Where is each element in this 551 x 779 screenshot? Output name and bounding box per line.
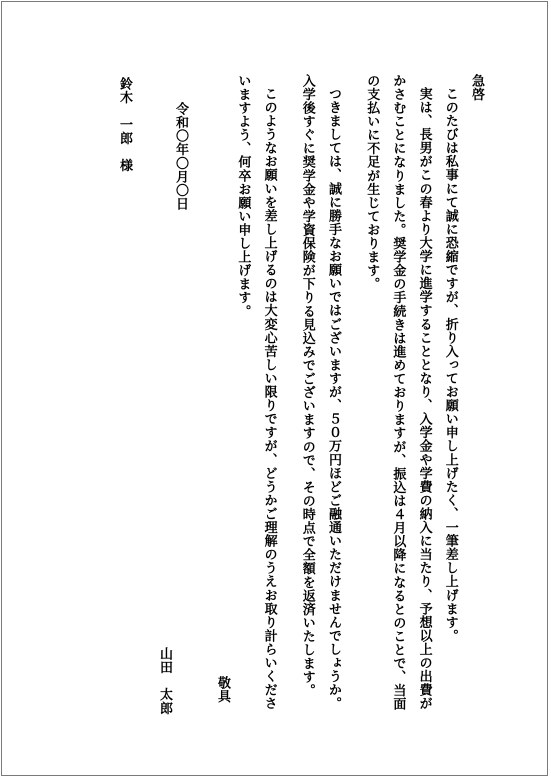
paragraph-4: このようなお願いを差し上げるのは大変心苦しい限りですが、どうかご理解のうえお取り計らいくださいますよう、何卒お願い申し上げます。	[235, 74, 277, 711]
paragraph-3: つきましては、誠に勝手なお願いではございますが、５０万円ほどご融通いただけませんでしょうか。入学後すぐに奨学金や学資保険が下りる見込みでございますので、その時点で全額を返済いたします。	[299, 74, 341, 711]
letter-date: 令和〇年〇月〇日	[173, 102, 188, 211]
letter-page	[1, 1, 548, 776]
sender-name: 山田 太郎	[157, 647, 172, 715]
paragraph-1: このたびは私事にて誠に恐縮ですが、折り入ってお願い申し上げたく、一筆差し上げます。	[442, 87, 458, 643]
letter-body	[229, 74, 489, 714]
addressee-name: 鈴木 一郎 様	[117, 77, 132, 173]
paragraph-2: 実は、長男がこの春より大学に進学することとなり、入学金や学費の納入に当たり、予想以上の出費がかさむことになりました。奨学金の手続きは進めておりますが、振込は４月以降になるとのことで、当面の支払いに不足が生じております。	[364, 74, 432, 711]
closing-word: 敬具	[215, 676, 230, 704]
salutation: 急啓	[469, 74, 484, 102]
